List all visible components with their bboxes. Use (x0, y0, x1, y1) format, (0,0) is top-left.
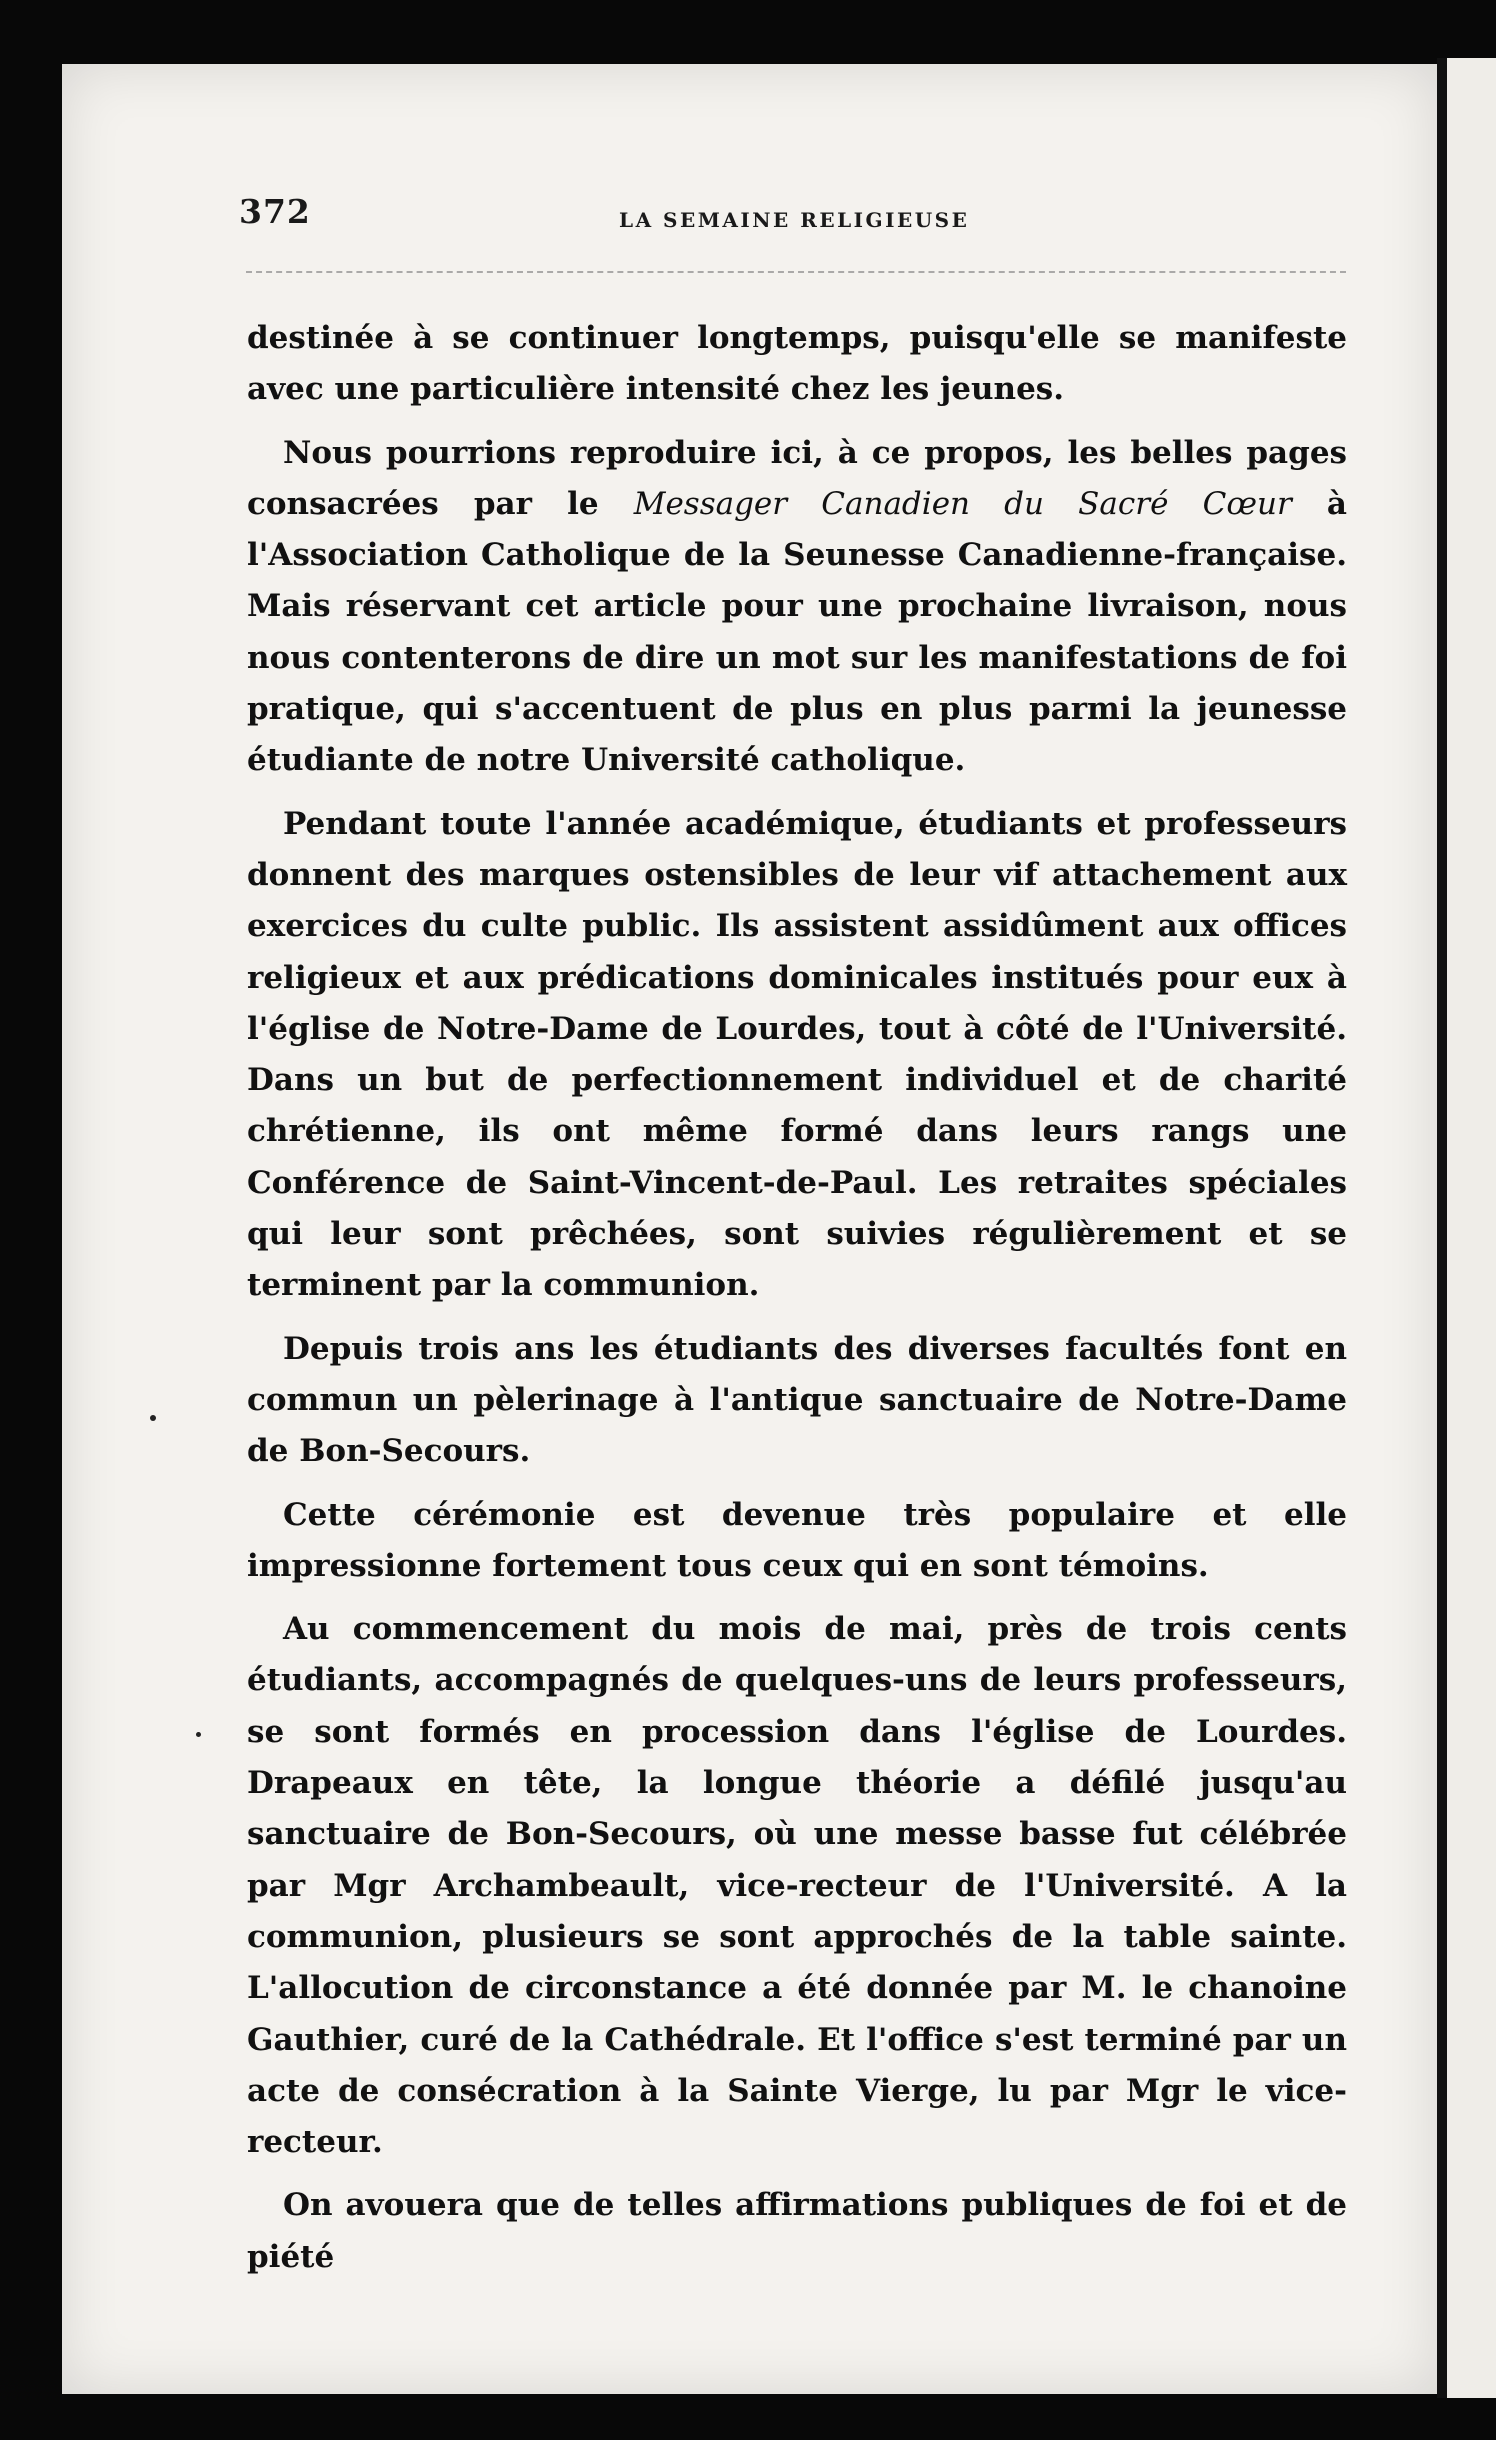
paragraph: Au commencement du mois de mai, près de trois cents étudiants, accompagnés de quelques-uns de leurs professeurs, se sont formés en procession dans l'église de Lourdes. Drapeaux en tête, la longue théorie a défilé jusqu'au sanctuaire de Bon-Secours, où une messe basse fut célébrée par Mgr Archambeault, vice-recteur de l'Université. A la communion, plusieurs se sont approchés de la table sainte. L'allocution de circonstance a été donnée par M. le chanoine Gauthier, curé de la Cathédrale. Et l'office s'est terminé par un acte de consécration à la Sainte Vierge, lu par Mgr le vice-recteur. (247, 1611, 1347, 2161)
paragraph: On avouera que de telles affirmations publiques de foi et de piété (247, 2187, 1347, 2275)
running-title: LA SEMAINE RELIGIEUSE (619, 208, 970, 232)
paragraph-text: Nous pourrions reproduire ici, à ce propos, les belles pages consacrées par le (247, 434, 1347, 522)
paragraph-text: à l'Association Catholique de la Seunesse Canadienne-française. Mais réservant cet article pour une prochaine livraison, nous nous contenterons de dire un mot sur les manifestations de foi pratique, qui s'accentuent de plus en plus parmi la jeunesse étudiante de notre Université catholique. (247, 485, 1347, 779)
page-header (239, 192, 1349, 252)
body-text (247, 313, 1347, 2295)
page-number: 372 (239, 192, 311, 231)
paragraph (247, 428, 1347, 787)
paragraph: destinée à se continuer longtemps, puisqu'elle se manifeste avec une particulière intensité chez les jeunes. (247, 320, 1347, 408)
header-divider (246, 271, 1346, 273)
paragraph: Pendant toute l'année académique, étudiants et professeurs donnent des marques ostensibles de leur vif attachement aux exercices du culte public. Ils assistent assidûment aux offices religieux et aux prédications dominicales institués pour eux à l'église de Notre-Dame de Lourdes, tout à côté de l'Université. Dans un but de perfectionnement individuel et de charité chrétienne, ils ont même formé dans leurs rangs une Conférence de Saint-Vincent-de-Paul. Les retraites spéciales qui leur sont prêchées, sont suivies régulièrement et se terminent par la communion. (247, 805, 1347, 1304)
page-gutter-shadow (1437, 58, 1447, 2398)
facing-page-edge (1447, 58, 1496, 2398)
scan-speck (150, 1415, 156, 1421)
paragraph: Cette cérémonie est devenue très populaire et elle impressionne fortement tous ceux qui en sont témoins. (247, 1496, 1347, 1584)
italic-publication-title: Messager Canadien du Sacré Cœur (633, 485, 1292, 522)
paragraph: Depuis trois ans les étudiants des diverses facultés font en commun un pèlerinage à l'antique sanctuaire de Notre-Dame de Bon-Secours. (247, 1330, 1347, 1470)
scan-speck (196, 1732, 201, 1737)
